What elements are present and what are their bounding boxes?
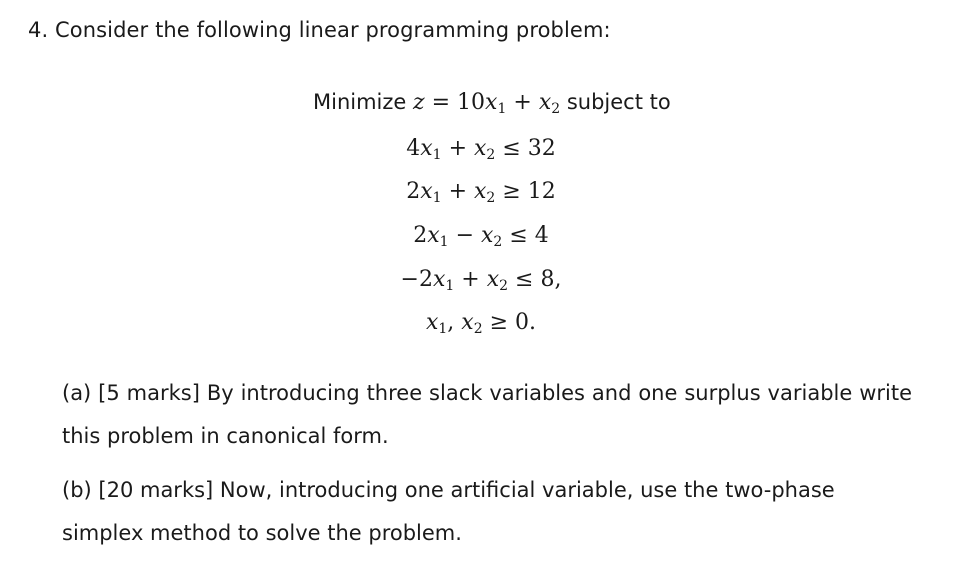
objective-expression: $z = 10x_1 + x_2$	[413, 90, 561, 117]
constraint-3: $2x_1 - x_2 \le 4$	[413, 223, 549, 250]
constraint-4: $-2x_1 + x_2 \le 8$,	[400, 267, 562, 294]
question-title: 4. Consider the following linear programming problem:	[28, 18, 611, 42]
objective-suffix: subject to	[566, 90, 671, 114]
objective-label: Minimize	[313, 90, 407, 114]
objective-function	[313, 90, 671, 115]
part-b-text: (b) [20 marks] Now, introducing one artificial variable, use the two-phase simplex method to solve the problem.	[62, 478, 835, 545]
constraint-1: $4x_1 + x_2 \le 32$	[406, 136, 556, 163]
constraint-nonnegativity: $x_1$, $x_2 \ge 0$.	[425, 310, 537, 337]
constraint-2: $2x_1 + x_2 \ge 12$	[406, 179, 556, 206]
objective-z: z	[413, 90, 425, 115]
part-a-text: (a) [5 marks] By introducing three slack variables and one surplus variable write this problem in canonical form.	[62, 381, 912, 448]
